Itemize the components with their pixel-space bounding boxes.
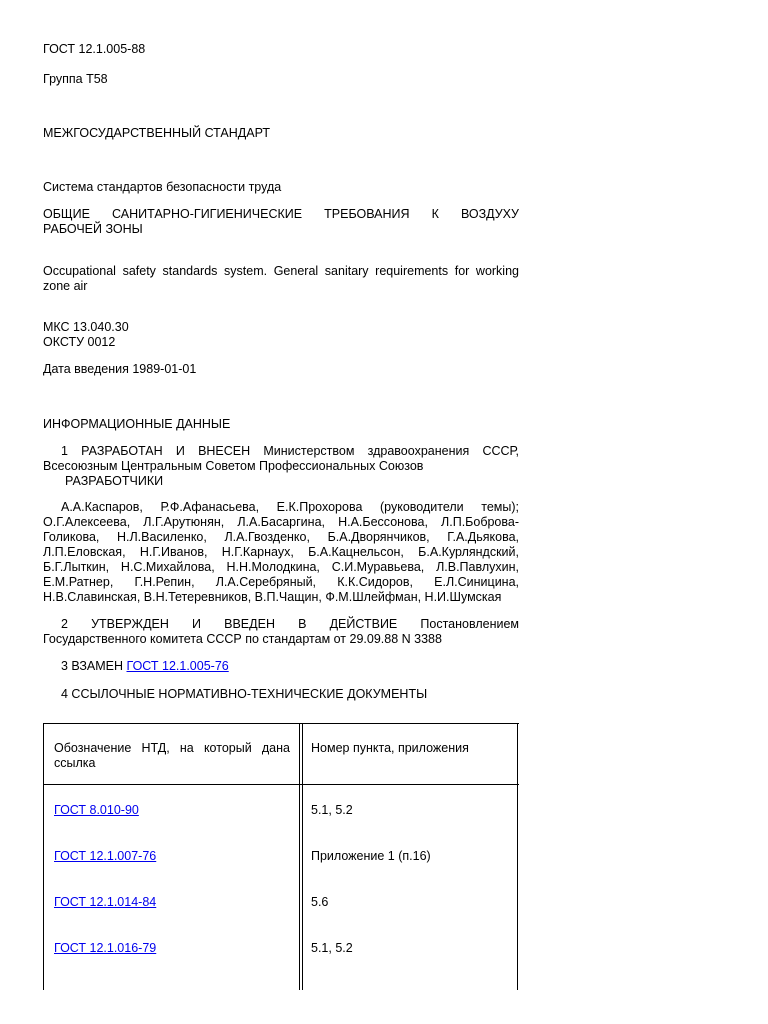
table-cell-ref: Приложение 1 (п.16) [311,849,431,863]
standard-type: МЕЖГОСУДАРСТВЕННЫЙ СТАНДАРТ [43,126,270,140]
title-word: К [431,207,439,221]
developers-list [43,500,519,605]
mks-code: МКС 13.040.30 [43,320,129,334]
table-row [54,895,156,910]
info-heading: ИНФОРМАЦИОННЫЕ ДАННЫЕ [43,417,231,431]
info-item-2-line1: 2 УТВЕРЖДЕН И ВВЕДЕН В ДЕЙСТВИЕ Постановлением [61,617,519,631]
table-header-col1-line1: Обозначение НТД, на который дана [54,741,290,755]
table-column-divider [299,723,300,990]
developers-line: А.А.Каспаров, Р.Ф.Афанасьева, Е.К.Прохорова (руководители темы); [61,500,519,514]
table-border-top [43,723,519,724]
english-title-line2: zone air [43,279,88,293]
doc-group: Группа Т58 [43,72,108,86]
doc-title-line1 [43,207,519,222]
table-header-separator [43,784,519,785]
developers-line: Е.М.Ратнер, Г.Н.Репин, Л.А.Серебряный, К.К.Сидоров, Е.Л.Синицина, [43,575,519,589]
info-item-3 [61,659,229,674]
developers-line: Голикова, Н.Л.Василенко, Л.А.Гвозденко, Б.А.Дворянчиков, Г.А.Дьякова, [43,530,519,544]
doc-title [43,207,519,237]
info-item-4: 4 ССЫЛОЧНЫЕ НОРМАТИВНО-ТЕХНИЧЕСКИЕ ДОКУМЕНТЫ [61,687,428,701]
info-item-1 [43,444,519,489]
table-cell-ref: 5.1, 5.2 [311,941,353,955]
gost-link[interactable]: ГОСТ 8.010-90 [54,803,139,817]
developers-label: РАЗРАБОТЧИКИ [65,474,164,488]
intro-date: Дата введения 1989-01-01 [43,362,197,376]
developers-line: Н.В.Славинская, В.Н.Тетеревников, В.П.Чащин, Ф.М.Шлейфман, Н.И.Шумская [43,590,502,604]
english-title [43,264,519,294]
developers-line: Б.Г.Лыткин, Н.С.Михайлова, Н.Н.Молодкина, С.И.Муравьева, Л.В.Павлухин, [43,560,519,574]
standard-system: Система стандартов безопасности труда [43,180,282,194]
gost-link[interactable]: ГОСТ 12.1.014-84 [54,895,157,909]
table-header-col1-line2: ссылка [54,756,96,770]
table-header-col1 [54,741,290,771]
info-item-3-text: 3 ВЗАМЕН [61,659,127,673]
gost-link[interactable]: ГОСТ 12.1.016-79 [54,941,157,955]
table-row [54,803,139,818]
table-header-col2: Номер пункта, приложения [311,741,469,755]
table-column-divider [302,723,303,990]
title-word: САНИТАРНО-ГИГИЕНИЧЕСКИЕ [112,207,303,221]
title-word: ОБЩИЕ [43,207,90,221]
gost-link[interactable]: ГОСТ 12.1.007-76 [54,849,157,863]
table-row [54,941,156,956]
doc-code: ГОСТ 12.1.005-88 [43,42,146,56]
okstu-code: ОКСТУ 0012 [43,335,116,349]
developers-line: О.Г.Алексеева, Л.Г.Арутюнян, Л.А.Басаргина, Н.А.Бессонова, Л.П.Боброва- [43,515,519,529]
table-border-left [43,723,44,990]
table-cell-ref: 5.6 [311,895,329,909]
table-cell-ref: 5.1, 5.2 [311,803,353,817]
doc-title-line2: РАБОЧЕЙ ЗОНЫ [43,222,143,236]
info-item-1-line2: Всесоюзным Центральным Советом Профессиональных Союзов [43,459,424,473]
info-item-2-line2: Государственного комитета СССР по стандартам от 29.09.88 N 3388 [43,632,442,646]
title-word: ВОЗДУХУ [460,207,519,221]
info-item-1-line1: 1 РАЗРАБОТАН И ВНЕСЕН Министерством здравоохранения СССР, [61,444,519,458]
gost-link[interactable]: ГОСТ 12.1.005-76 [126,659,229,673]
english-title-line1: Occupational safety standards system. General sanitary requirements for working [43,264,519,278]
info-item-2 [43,617,519,647]
developers-line: Л.П.Еловская, Н.Г.Иванов, Н.Г.Карнаух, Б.А.Кацнельсон, Б.А.Курляндский, [43,545,519,559]
table-border-right [517,723,518,990]
title-word: ТРЕБОВАНИЯ [324,207,410,221]
table-row [54,849,156,864]
